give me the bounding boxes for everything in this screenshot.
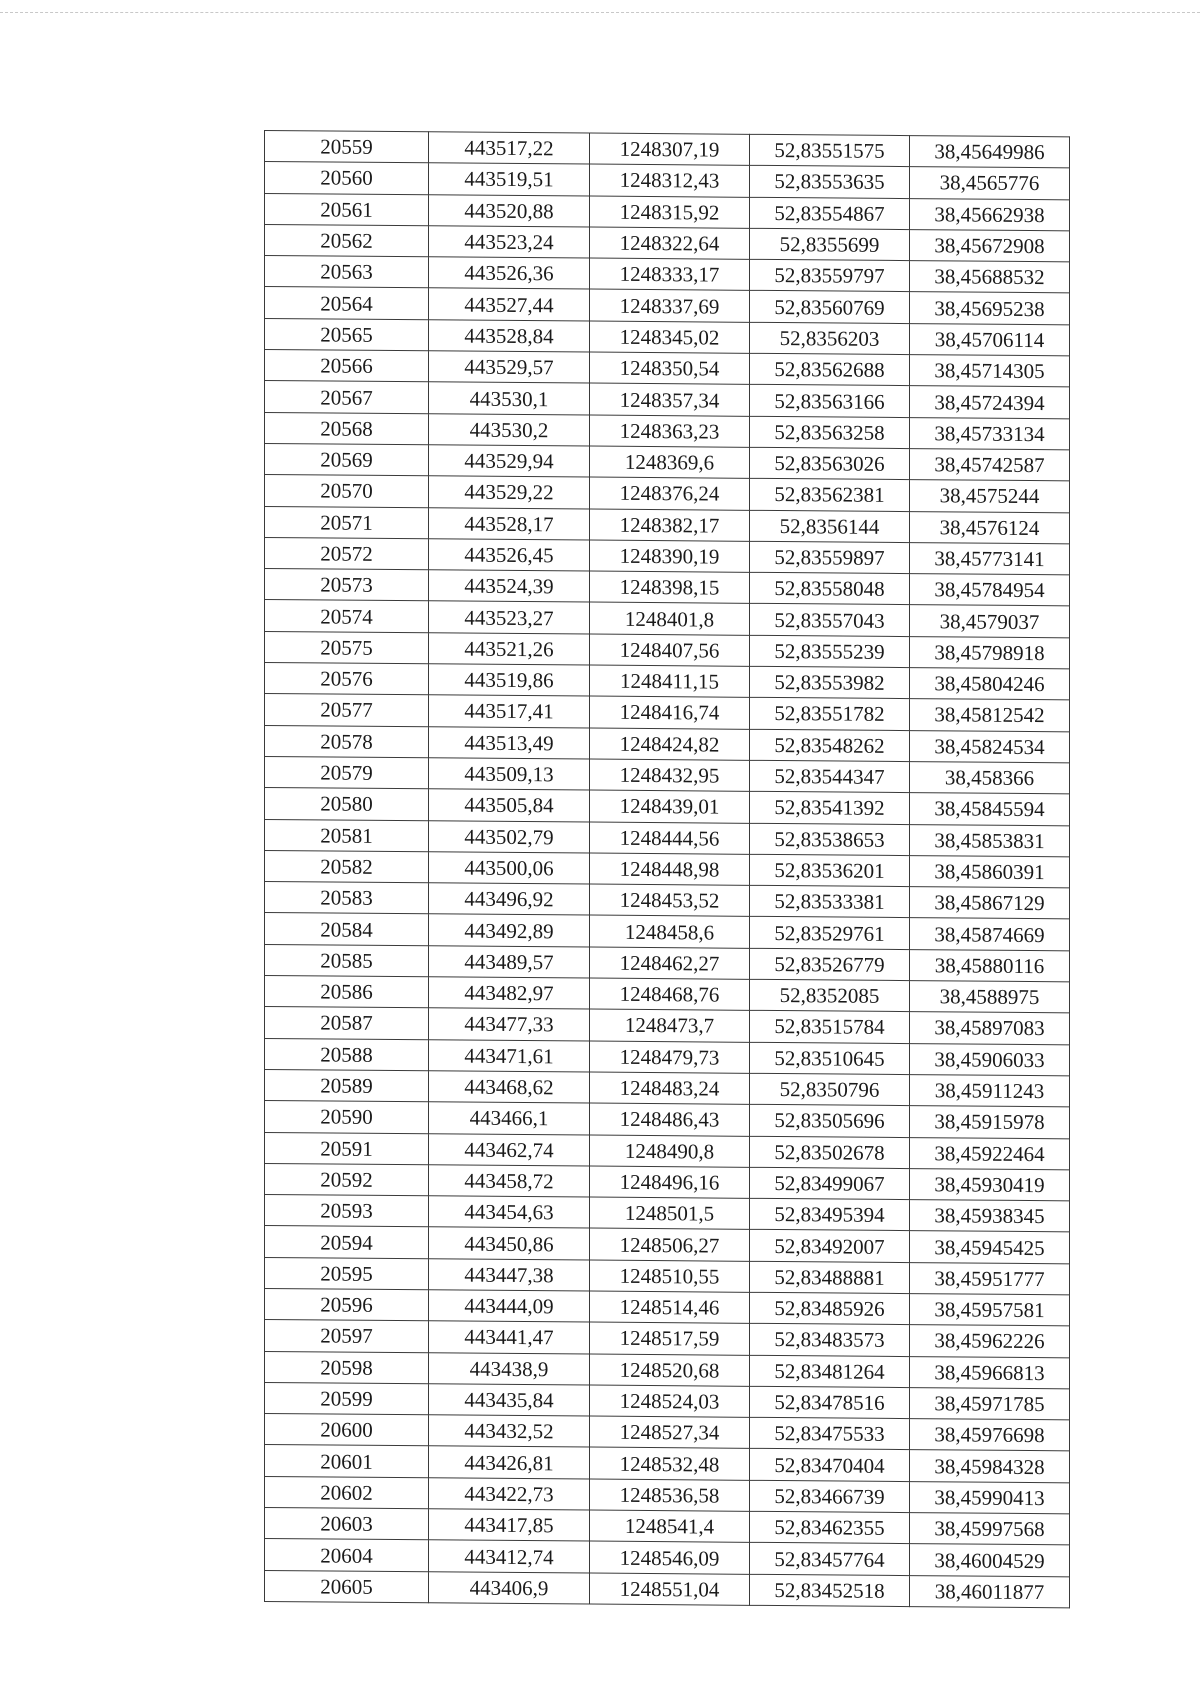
longitude-cell: 38,45962226 <box>910 1325 1070 1358</box>
point-number-cell: 20602 <box>265 1476 429 1509</box>
x-coordinate-cell: 443412,74 <box>429 1540 590 1573</box>
x-coordinate-cell: 443529,22 <box>429 476 590 509</box>
longitude-cell: 38,4579037 <box>910 605 1070 638</box>
point-number-cell: 20581 <box>265 819 429 852</box>
y-coordinate-cell: 1248506,27 <box>590 1228 750 1261</box>
latitude-cell: 52,83526779 <box>750 948 910 981</box>
longitude-cell: 38,45922464 <box>910 1137 1070 1170</box>
latitude-cell: 52,83538653 <box>750 823 910 856</box>
point-number-cell: 20591 <box>265 1132 429 1165</box>
y-coordinate-cell: 1248524,03 <box>590 1385 750 1418</box>
y-coordinate-cell: 1248490,8 <box>590 1135 750 1168</box>
latitude-cell: 52,83548262 <box>750 729 910 762</box>
latitude-cell: 52,83551575 <box>750 134 910 167</box>
longitude-cell: 38,4565776 <box>910 167 1070 200</box>
y-coordinate-cell: 1248514,46 <box>590 1291 750 1324</box>
longitude-cell: 38,45804246 <box>910 668 1070 701</box>
longitude-cell: 38,45662938 <box>910 198 1070 231</box>
point-number-cell: 20574 <box>265 600 429 633</box>
longitude-cell: 38,45971785 <box>910 1387 1070 1420</box>
x-coordinate-cell: 443468,62 <box>429 1071 590 1104</box>
latitude-cell: 52,83462355 <box>750 1511 910 1544</box>
point-number-cell: 20592 <box>265 1163 429 1196</box>
latitude-cell: 52,83505696 <box>750 1105 910 1138</box>
point-number-cell: 20587 <box>265 1007 429 1040</box>
latitude-cell: 52,83478516 <box>750 1386 910 1419</box>
longitude-cell: 38,45867129 <box>910 887 1070 920</box>
point-number-cell: 20590 <box>265 1101 429 1134</box>
point-number-cell: 20570 <box>265 475 429 508</box>
point-number-cell: 20563 <box>265 256 429 289</box>
y-coordinate-cell: 1248315,92 <box>590 196 750 229</box>
x-coordinate-cell: 443528,84 <box>429 320 590 353</box>
longitude-cell: 38,45733134 <box>910 417 1070 450</box>
y-coordinate-cell: 1248376,24 <box>590 477 750 510</box>
latitude-cell: 52,83559797 <box>750 260 910 293</box>
longitude-cell: 38,45724394 <box>910 386 1070 419</box>
longitude-cell: 38,45930419 <box>910 1168 1070 1201</box>
x-coordinate-cell: 443519,86 <box>429 664 590 697</box>
x-coordinate-cell: 443530,2 <box>429 413 590 446</box>
longitude-cell: 38,45649986 <box>910 136 1070 169</box>
y-coordinate-cell: 1248520,68 <box>590 1354 750 1387</box>
latitude-cell: 52,83560769 <box>750 291 910 324</box>
x-coordinate-cell: 443521,26 <box>429 633 590 666</box>
latitude-cell: 52,8350796 <box>750 1073 910 1106</box>
point-number-cell: 20601 <box>265 1445 429 1478</box>
x-coordinate-cell: 443505,84 <box>429 789 590 822</box>
y-coordinate-cell: 1248462,27 <box>590 947 750 980</box>
y-coordinate-cell: 1248411,15 <box>590 665 750 698</box>
longitude-cell: 38,45845594 <box>910 793 1070 826</box>
coordinates-table <box>264 130 1070 1608</box>
y-coordinate-cell: 1248416,74 <box>590 696 750 729</box>
latitude-cell: 52,83492007 <box>750 1230 910 1263</box>
longitude-cell: 38,45695238 <box>910 292 1070 325</box>
latitude-cell: 52,83481264 <box>750 1355 910 1388</box>
point-number-cell: 20603 <box>265 1508 429 1541</box>
point-number-cell: 20573 <box>265 569 429 602</box>
point-number-cell: 20568 <box>265 412 429 445</box>
latitude-cell: 52,83562381 <box>750 479 910 512</box>
longitude-cell: 38,45784954 <box>910 574 1070 607</box>
longitude-cell: 38,45742587 <box>910 449 1070 482</box>
point-number-cell: 20577 <box>265 694 429 727</box>
y-coordinate-cell: 1248453,52 <box>590 884 750 917</box>
latitude-cell: 52,83510645 <box>750 1042 910 1075</box>
longitude-cell: 38,45906033 <box>910 1043 1070 1076</box>
coordinates-table-body <box>265 131 1070 1608</box>
point-number-cell: 20561 <box>265 193 429 226</box>
point-number-cell: 20598 <box>265 1351 429 1384</box>
y-coordinate-cell: 1248486,43 <box>590 1103 750 1136</box>
y-coordinate-cell: 1248390,19 <box>590 540 750 573</box>
longitude-cell: 38,45976698 <box>910 1419 1070 1452</box>
table-row <box>265 1570 1070 1608</box>
point-number-cell: 20589 <box>265 1069 429 1102</box>
longitude-cell: 38,45824534 <box>910 730 1070 763</box>
point-number-cell: 20580 <box>265 788 429 821</box>
latitude-cell: 52,8352085 <box>750 979 910 1012</box>
longitude-cell: 38,45853831 <box>910 824 1070 857</box>
longitude-cell: 38,45812542 <box>910 699 1070 732</box>
point-number-cell: 20575 <box>265 631 429 664</box>
latitude-cell: 52,83553982 <box>750 666 910 699</box>
longitude-cell: 38,45990413 <box>910 1481 1070 1514</box>
y-coordinate-cell: 1248551,04 <box>590 1573 750 1606</box>
x-coordinate-cell: 443417,85 <box>429 1509 590 1542</box>
x-coordinate-cell: 443471,61 <box>429 1039 590 1072</box>
latitude-cell: 52,83553635 <box>750 166 910 199</box>
longitude-cell: 38,45860391 <box>910 855 1070 888</box>
x-coordinate-cell: 443489,57 <box>429 946 590 979</box>
x-coordinate-cell: 443406,9 <box>429 1571 590 1604</box>
latitude-cell: 52,83495394 <box>750 1198 910 1231</box>
x-coordinate-cell: 443426,81 <box>429 1446 590 1479</box>
longitude-cell: 38,4588975 <box>910 981 1070 1014</box>
y-coordinate-cell: 1248357,34 <box>590 383 750 416</box>
y-coordinate-cell: 1248483,24 <box>590 1072 750 1105</box>
point-number-cell: 20578 <box>265 725 429 758</box>
x-coordinate-cell: 443523,24 <box>429 226 590 259</box>
longitude-cell: 38,45966813 <box>910 1356 1070 1389</box>
longitude-cell: 38,45773141 <box>910 542 1070 575</box>
latitude-cell: 52,8356203 <box>750 322 910 355</box>
latitude-cell: 52,83563166 <box>750 385 910 418</box>
latitude-cell: 52,83499067 <box>750 1167 910 1200</box>
latitude-cell: 52,83475533 <box>750 1417 910 1450</box>
x-coordinate-cell: 443432,52 <box>429 1415 590 1448</box>
point-number-cell: 20594 <box>265 1226 429 1259</box>
point-number-cell: 20582 <box>265 850 429 883</box>
latitude-cell: 52,83557043 <box>750 604 910 637</box>
x-coordinate-cell: 443526,45 <box>429 539 590 572</box>
y-coordinate-cell: 1248501,5 <box>590 1197 750 1230</box>
x-coordinate-cell: 443466,1 <box>429 1102 590 1135</box>
longitude-cell: 38,458366 <box>910 762 1070 795</box>
y-coordinate-cell: 1248468,76 <box>590 978 750 1011</box>
y-coordinate-cell: 1248345,02 <box>590 321 750 354</box>
y-coordinate-cell: 1248432,95 <box>590 759 750 792</box>
point-number-cell: 20560 <box>265 162 429 195</box>
point-number-cell: 20600 <box>265 1414 429 1447</box>
x-coordinate-cell: 443524,39 <box>429 570 590 603</box>
latitude-cell: 52,83562688 <box>750 353 910 386</box>
point-number-cell: 20585 <box>265 944 429 977</box>
point-number-cell: 20576 <box>265 663 429 696</box>
point-number-cell: 20579 <box>265 756 429 789</box>
x-coordinate-cell: 443509,13 <box>429 758 590 791</box>
x-coordinate-cell: 443450,86 <box>429 1227 590 1260</box>
y-coordinate-cell: 1248407,56 <box>590 634 750 667</box>
x-coordinate-cell: 443529,57 <box>429 351 590 384</box>
x-coordinate-cell: 443517,41 <box>429 695 590 728</box>
point-number-cell: 20604 <box>265 1539 429 1572</box>
longitude-cell: 38,45951777 <box>910 1262 1070 1295</box>
point-number-cell: 20595 <box>265 1257 429 1290</box>
point-number-cell: 20569 <box>265 443 429 476</box>
latitude-cell: 52,83485926 <box>750 1292 910 1325</box>
longitude-cell: 38,45938345 <box>910 1200 1070 1233</box>
longitude-cell: 38,45798918 <box>910 636 1070 669</box>
longitude-cell: 38,4575244 <box>910 480 1070 513</box>
x-coordinate-cell: 443523,27 <box>429 601 590 634</box>
y-coordinate-cell: 1248312,43 <box>590 164 750 197</box>
point-number-cell: 20564 <box>265 287 429 320</box>
point-number-cell: 20584 <box>265 913 429 946</box>
x-coordinate-cell: 443447,38 <box>429 1258 590 1291</box>
latitude-cell: 52,8356144 <box>750 510 910 543</box>
x-coordinate-cell: 443528,17 <box>429 507 590 540</box>
x-coordinate-cell: 443529,94 <box>429 445 590 478</box>
y-coordinate-cell: 1248541,4 <box>590 1510 750 1543</box>
longitude-cell: 38,46011877 <box>910 1575 1070 1608</box>
point-number-cell: 20596 <box>265 1288 429 1321</box>
y-coordinate-cell: 1248337,69 <box>590 290 750 323</box>
y-coordinate-cell: 1248350,54 <box>590 352 750 385</box>
x-coordinate-cell: 443438,9 <box>429 1352 590 1385</box>
y-coordinate-cell: 1248333,17 <box>590 258 750 291</box>
y-coordinate-cell: 1248536,58 <box>590 1479 750 1512</box>
y-coordinate-cell: 1248322,64 <box>590 227 750 260</box>
latitude-cell: 52,83536201 <box>750 854 910 887</box>
longitude-cell: 38,45880116 <box>910 949 1070 982</box>
longitude-cell: 38,45714305 <box>910 355 1070 388</box>
y-coordinate-cell: 1248532,48 <box>590 1448 750 1481</box>
x-coordinate-cell: 443458,72 <box>429 1165 590 1198</box>
x-coordinate-cell: 443435,84 <box>429 1384 590 1417</box>
x-coordinate-cell: 443526,36 <box>429 257 590 290</box>
latitude-cell: 52,83541392 <box>750 792 910 825</box>
longitude-cell: 38,45897083 <box>910 1012 1070 1045</box>
x-coordinate-cell: 443444,09 <box>429 1290 590 1323</box>
y-coordinate-cell: 1248448,98 <box>590 853 750 886</box>
scan-edge-line <box>0 12 1200 13</box>
latitude-cell: 52,83559897 <box>750 541 910 574</box>
latitude-cell: 52,83457764 <box>750 1543 910 1576</box>
y-coordinate-cell: 1248307,19 <box>590 133 750 166</box>
x-coordinate-cell: 443441,47 <box>429 1321 590 1354</box>
y-coordinate-cell: 1248439,01 <box>590 790 750 823</box>
point-number-cell: 20588 <box>265 1038 429 1071</box>
point-number-cell: 20571 <box>265 506 429 539</box>
longitude-cell: 38,45706114 <box>910 323 1070 356</box>
point-number-cell: 20593 <box>265 1195 429 1228</box>
latitude-cell: 52,83533381 <box>750 885 910 918</box>
longitude-cell: 38,45984328 <box>910 1450 1070 1483</box>
longitude-cell: 38,45672908 <box>910 229 1070 262</box>
longitude-cell: 38,46004529 <box>910 1544 1070 1577</box>
y-coordinate-cell: 1248496,16 <box>590 1166 750 1199</box>
longitude-cell: 38,45957581 <box>910 1294 1070 1327</box>
x-coordinate-cell: 443477,33 <box>429 1008 590 1041</box>
latitude-cell: 52,83488881 <box>750 1261 910 1294</box>
y-coordinate-cell: 1248401,8 <box>590 603 750 636</box>
point-number-cell: 20562 <box>265 224 429 257</box>
x-coordinate-cell: 443500,06 <box>429 852 590 885</box>
longitude-cell: 38,4576124 <box>910 511 1070 544</box>
y-coordinate-cell: 1248510,55 <box>590 1260 750 1293</box>
point-number-cell: 20567 <box>265 381 429 414</box>
y-coordinate-cell: 1248473,7 <box>590 1009 750 1042</box>
x-coordinate-cell: 443530,1 <box>429 382 590 415</box>
point-number-cell: 20597 <box>265 1320 429 1353</box>
latitude-cell: 52,83555239 <box>750 635 910 668</box>
point-number-cell: 20605 <box>265 1570 429 1603</box>
latitude-cell: 52,83529761 <box>750 917 910 950</box>
latitude-cell: 52,83563026 <box>750 447 910 480</box>
longitude-cell: 38,45915978 <box>910 1106 1070 1139</box>
point-number-cell: 20565 <box>265 318 429 351</box>
x-coordinate-cell: 443454,63 <box>429 1196 590 1229</box>
latitude-cell: 52,83452518 <box>750 1574 910 1607</box>
y-coordinate-cell: 1248479,73 <box>590 1041 750 1074</box>
latitude-cell: 52,83515784 <box>750 1011 910 1044</box>
y-coordinate-cell: 1248527,34 <box>590 1416 750 1449</box>
latitude-cell: 52,8355699 <box>750 228 910 261</box>
latitude-cell: 52,83551782 <box>750 698 910 731</box>
y-coordinate-cell: 1248546,09 <box>590 1541 750 1574</box>
x-coordinate-cell: 443517,22 <box>429 132 590 165</box>
x-coordinate-cell: 443496,92 <box>429 883 590 916</box>
latitude-cell: 52,83558048 <box>750 572 910 605</box>
latitude-cell: 52,83544347 <box>750 760 910 793</box>
longitude-cell: 38,45945425 <box>910 1231 1070 1264</box>
latitude-cell: 52,83563258 <box>750 416 910 449</box>
x-coordinate-cell: 443513,49 <box>429 726 590 759</box>
longitude-cell: 38,45688532 <box>910 261 1070 294</box>
x-coordinate-cell: 443482,97 <box>429 977 590 1010</box>
latitude-cell: 52,83470404 <box>750 1449 910 1482</box>
x-coordinate-cell: 443527,44 <box>429 288 590 321</box>
latitude-cell: 52,83483573 <box>750 1324 910 1357</box>
latitude-cell: 52,83502678 <box>750 1136 910 1169</box>
y-coordinate-cell: 1248424,82 <box>590 728 750 761</box>
latitude-cell: 52,83466739 <box>750 1480 910 1513</box>
latitude-cell: 52,83554867 <box>750 197 910 230</box>
y-coordinate-cell: 1248458,6 <box>590 915 750 948</box>
longitude-cell: 38,45997568 <box>910 1513 1070 1546</box>
point-number-cell: 20566 <box>265 350 429 383</box>
x-coordinate-cell: 443422,73 <box>429 1478 590 1511</box>
y-coordinate-cell: 1248382,17 <box>590 509 750 542</box>
x-coordinate-cell: 443462,74 <box>429 1133 590 1166</box>
y-coordinate-cell: 1248398,15 <box>590 571 750 604</box>
y-coordinate-cell: 1248369,6 <box>590 446 750 479</box>
y-coordinate-cell: 1248444,56 <box>590 822 750 855</box>
x-coordinate-cell: 443519,51 <box>429 163 590 196</box>
x-coordinate-cell: 443520,88 <box>429 194 590 227</box>
point-number-cell: 20599 <box>265 1382 429 1415</box>
point-number-cell: 20559 <box>265 131 429 164</box>
point-number-cell: 20583 <box>265 882 429 915</box>
longitude-cell: 38,45911243 <box>910 1074 1070 1107</box>
y-coordinate-cell: 1248363,23 <box>590 415 750 448</box>
x-coordinate-cell: 443502,79 <box>429 820 590 853</box>
longitude-cell: 38,45874669 <box>910 918 1070 951</box>
x-coordinate-cell: 443492,89 <box>429 914 590 947</box>
y-coordinate-cell: 1248517,59 <box>590 1322 750 1355</box>
point-number-cell: 20572 <box>265 537 429 570</box>
point-number-cell: 20586 <box>265 976 429 1009</box>
